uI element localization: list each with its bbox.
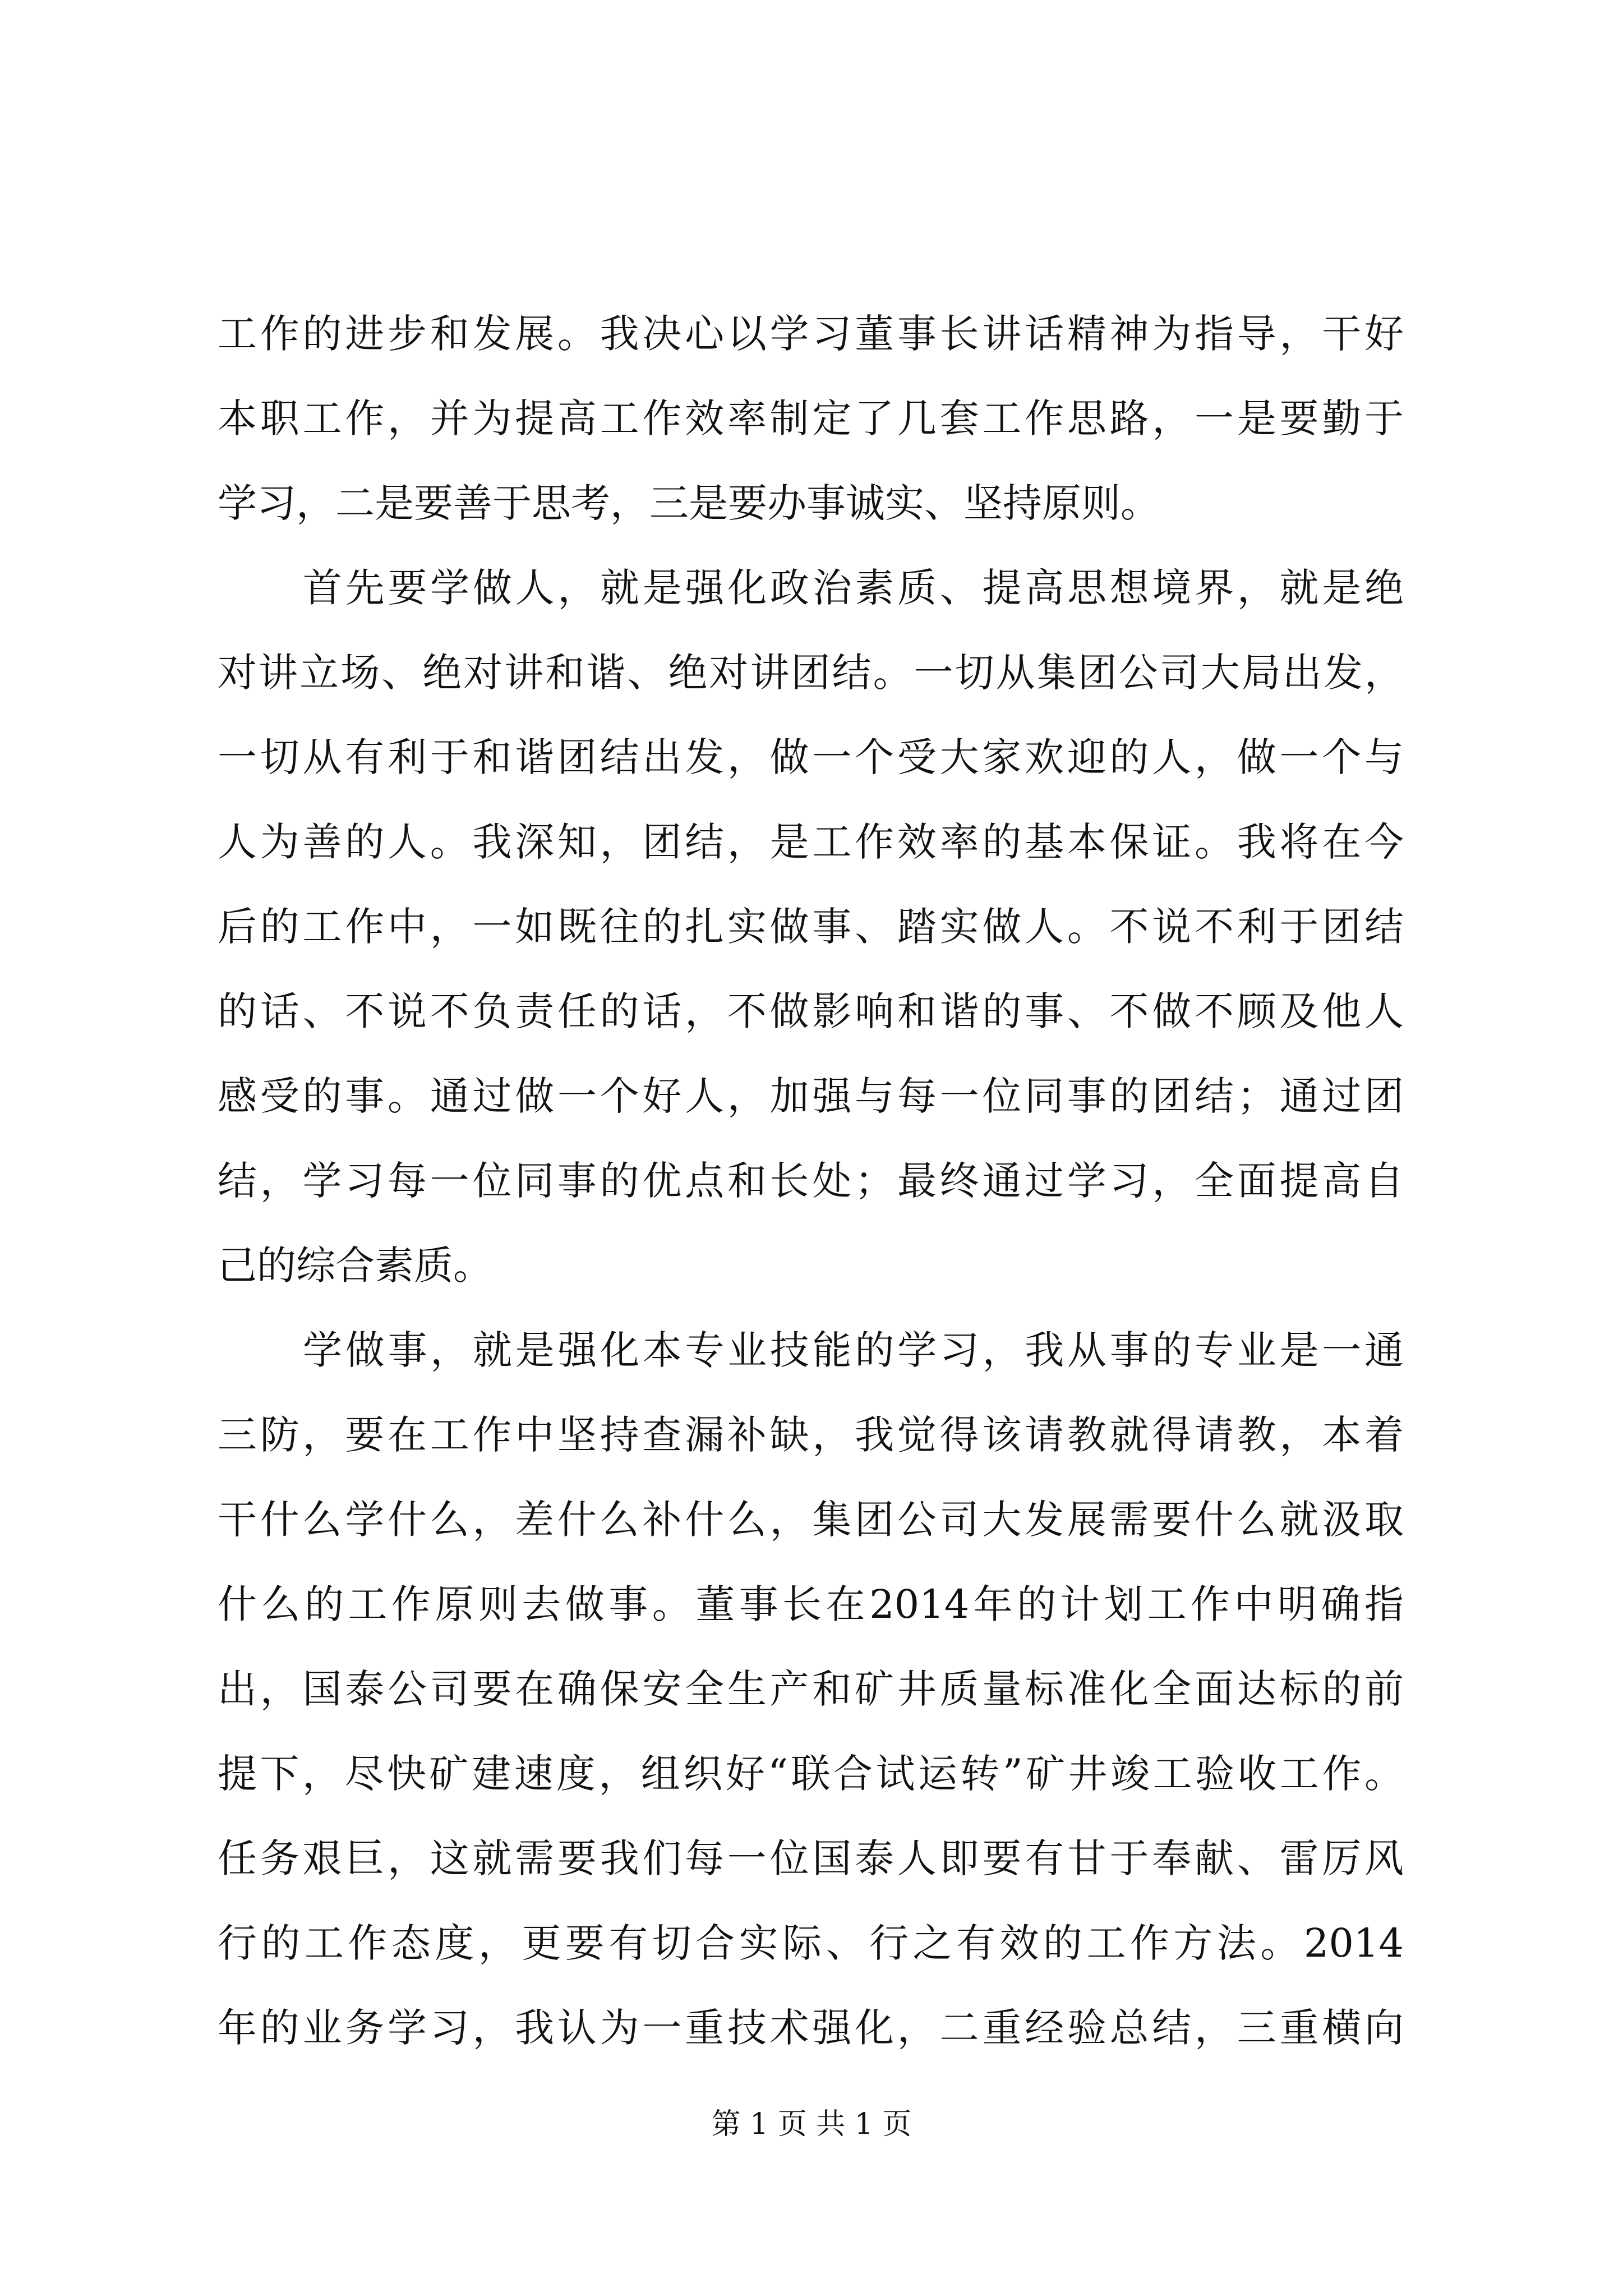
text-line: 任务艰巨，这就需要我们每一位国泰人即要有甘于奉献、雷厉风 (218, 1835, 1404, 1881)
paragraph-3 (218, 1308, 1404, 2070)
text-line: 首先要学做人，就是强化政治素质、提高思想境界，就是绝 (303, 565, 1404, 611)
text-line: 一切从有利于和谐团结出发，做一个受大家欢迎的人，做一个与 (218, 734, 1404, 780)
text-line: 结，学习每一位同事的优点和长处；最终通过学习，全面提高自 (218, 1158, 1404, 1204)
text-line: 学做事，就是强化本专业技能的学习，我从事的专业是一通 (303, 1327, 1404, 1373)
page-footer: 第 1 页 共 1 页 (711, 2108, 912, 2141)
text-line: 工作的进步和发展。我决心以学习董事长讲话精神为指导，干好 (218, 311, 1404, 357)
text-line: 什么的工作原则去做事。董事长在2014年的计划工作中明确指 (218, 1581, 1404, 1627)
text-line: 感受的事。通过做一个好人，加强与每一位同事的团结；通过团 (218, 1073, 1404, 1119)
text-line: 己的综合素质。 (218, 1243, 492, 1289)
text-line: 年的业务学习，我认为一重技术强化，二重经验总结，三重横向 (218, 2005, 1404, 2051)
text-line: 人为善的人。我深知，团结，是工作效率的基本保证。我将在今 (218, 819, 1404, 865)
text-line: 的话、不说不负责任的话，不做影响和谐的事、不做不顾及他人 (218, 988, 1404, 1034)
paragraph-1 (218, 292, 1404, 546)
text-line: 干什么学什么，差什么补什么，集团公司大发展需要什么就汲取 (218, 1497, 1404, 1543)
text-line: 出，国泰公司要在确保安全生产和矿井质量标准化全面达标的前 (218, 1666, 1404, 1712)
text-line: 提下，尽快矿建速度，组织好“联合试运转”矿井竣工验收工作。 (218, 1751, 1404, 1797)
text-line: 学习，二是要善于思考，三是要办事诚实、坚持原则。 (218, 480, 1160, 526)
text-line: 三防，要在工作中坚持查漏补缺，我觉得该请教就得请教，本着 (218, 1412, 1404, 1458)
document-body (218, 292, 1404, 2070)
text-line: 对讲立场、绝对讲和谐、绝对讲团结。一切从集团公司大局出发， (218, 650, 1404, 696)
paragraph-2 (218, 546, 1404, 1308)
text-line: 行的工作态度，更要有切合实际、行之有效的工作方法。2014 (218, 1920, 1404, 1966)
text-line: 本职工作，并为提高工作效率制定了几套工作思路，一是要勤于 (218, 395, 1404, 441)
text-line: 后的工作中，一如既往的扎实做事、踏实做人。不说不利于团结 (218, 904, 1404, 950)
